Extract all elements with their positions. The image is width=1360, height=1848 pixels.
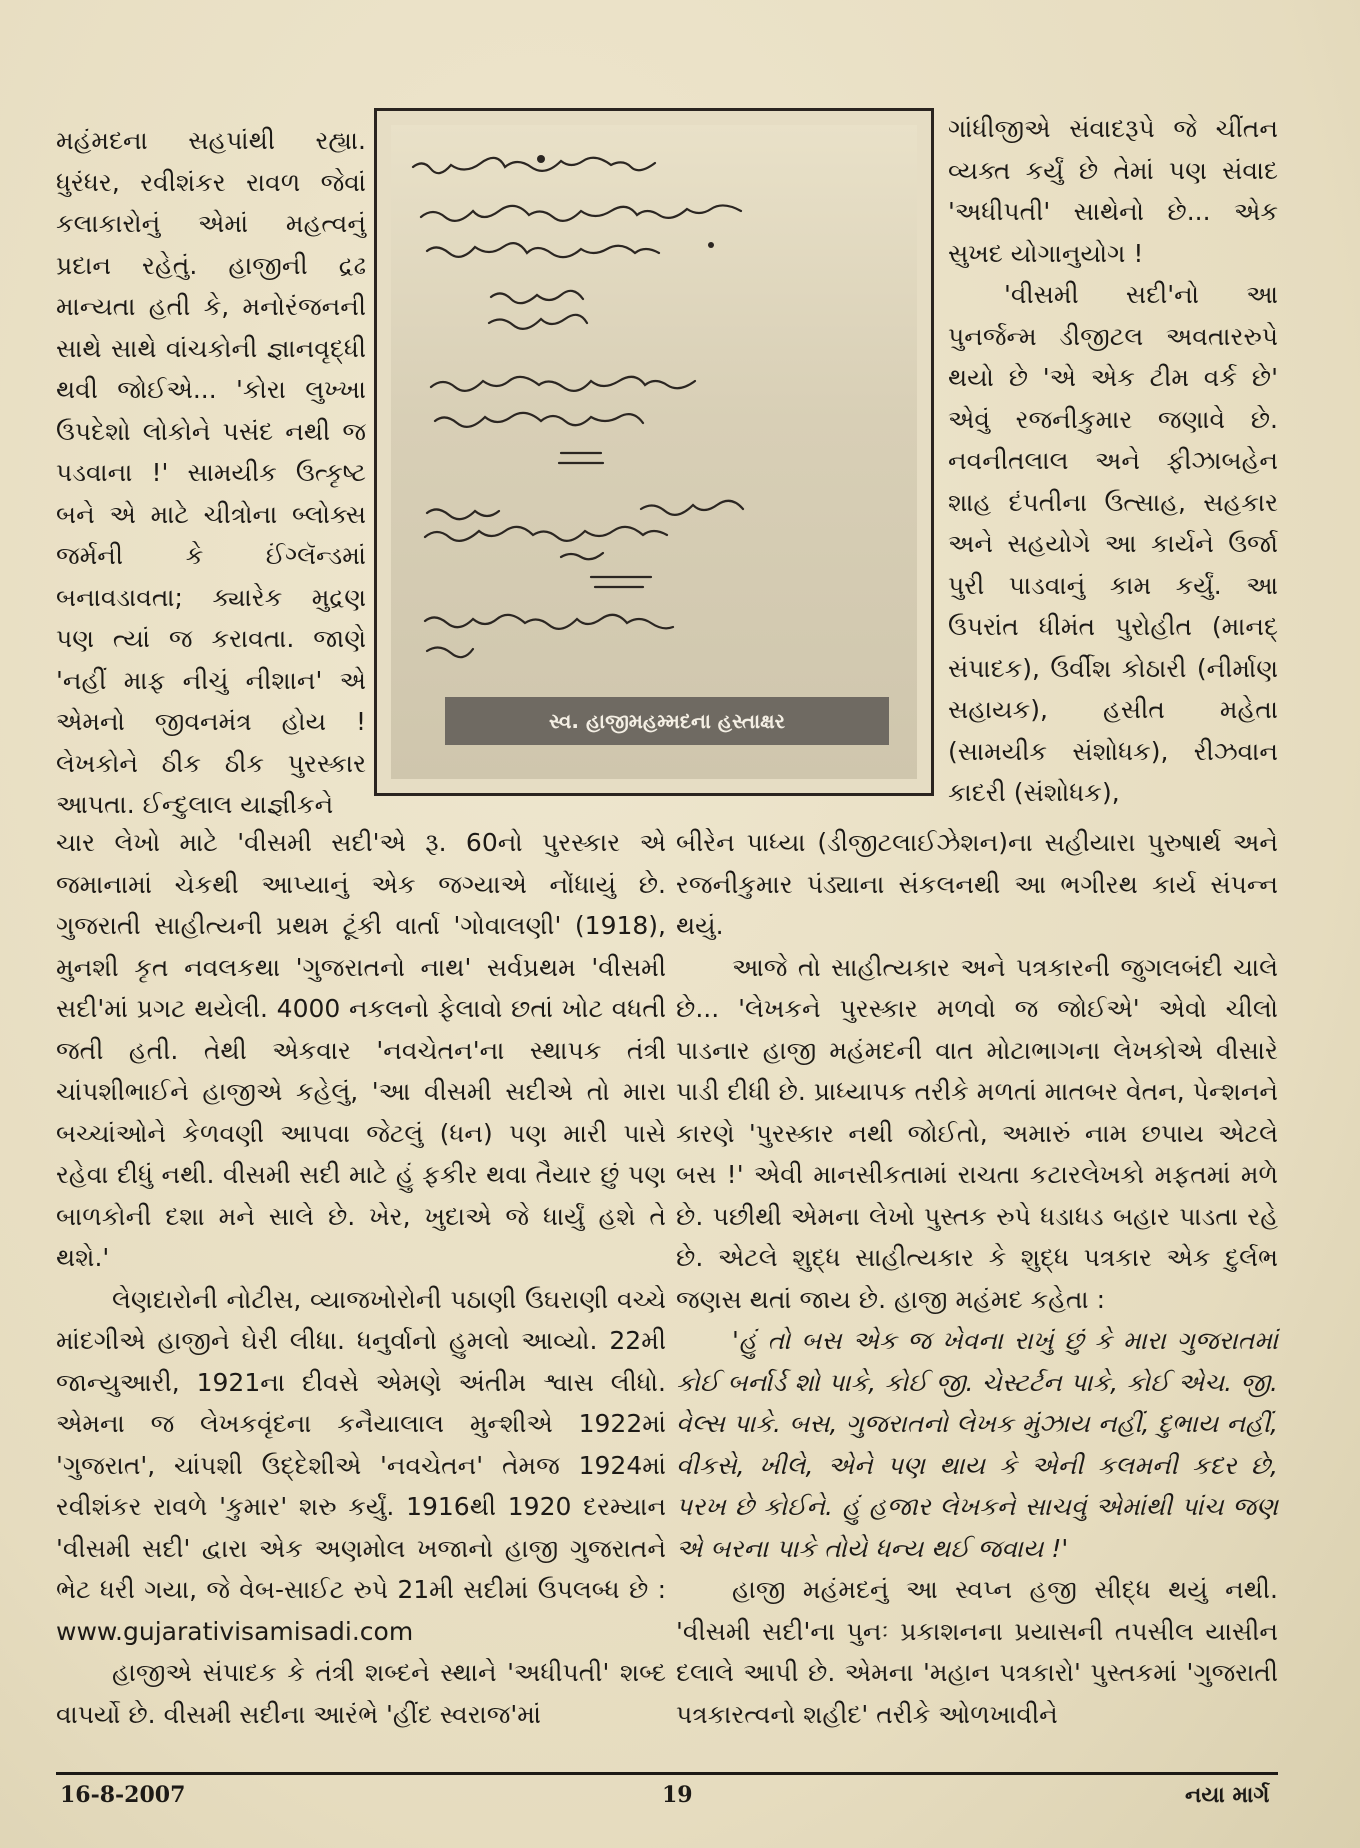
figure-caption: સ્વ. હાજીમહમ્મદના હસ્તાક્ષર <box>445 697 889 745</box>
signature-figure <box>374 108 934 796</box>
paragraph: લેણદારોની નોટીસ, વ્યાજખોરોની પઠાણી ઉઘરાણી વચ્ચે માંદગીએ હાજીને ઘેરી લીધા. ધનુર્વાનો હુમલો આવ્યો. 22મી જાન્યુઆરી, 1921ના દીવસે એમણે અંતીમ શ્વાસ લીધો. એમના જ લેખકવૃંદના કનૈયાલાલ મુન્શીએ 1922માં 'ગુજરાત', ચાંપશી ઉદ્દેશીએ 'નવચેતન' તેમજ 1924માં રવીશંકર રાવળે 'કુમાર' શરુ કર્યું. 1916થી 1920 દરમ્યાન 'વીસમી સદી' દ્વારા એક અણમોલ ખજાનો હાજી ગુજરાતને ભેટ ધરી ગયા, જે વેબ-સાઈટ રુપે 21મી સદીમાં ઉપલબ્ધ છે : www.gujarativisamisadi.com <box>56 1284 666 1646</box>
paragraph: 'વીસમી સદી'નો આ પુનર્જન્મ ડીજીટલ અવતારરુપે થયો છે 'એ એક ટીમ વર્ક છે' એવું રજનીકુમાર જણાવે છે. નવનીતલાલ અને ફીઝાબહેન શાહ દંપતીના ઉત્સાહ, સહકાર અને સહયોગે આ કાર્યને ઉર્જા પુરી પાડવાનું કામ કર્યું. આ ઉપરાંત ધીમંત પુરોહીત (માનદ્ સંપાદક), ઉર્વીશ કોઠારી (નીર્માણ સહાયક), હસીત મહેતા (સામયીક સંશોધક), રીઝવાન કાદરી (સંશોધક), <box>948 280 1278 807</box>
column-left-bottom <box>56 822 666 1735</box>
paragraph: ગાંધીજીએ સંવાદરૂપે જે ચીંતન વ્યક્ત કર્યું છે તેમાં પણ સંવાદ 'અધીપતી' સાથેનો છે... એક સુખદ યોગાનુયોગ ! <box>948 114 1278 268</box>
paragraph: હાજી મહંમદનું આ સ્વપ્ન હજી સીદ્ધ થયું નથી. 'વીસમી સદી'ના પુનઃ પ્રકાશનના પ્રયાસની તપસીલ યાસીન દલાલે આપી છે. એમના 'મહાન પત્રકારો' પુસ્તકમાં 'ગુજરાતી પત્રકારત્વનો શહીદ' તરીકે ઓળખાવીને <box>676 1575 1278 1729</box>
page-number: 19 <box>662 1782 693 1808</box>
handwritten-signature-graphic <box>391 125 917 779</box>
handwriting-image <box>391 125 917 779</box>
paragraph: આજે તો સાહીત્યકાર અને પત્રકારની જુગલબંદી ચાલે છે... 'લેખકને પુરસ્કાર મળવો જ જોઈએ' એવો ચીલો પાડનાર હાજી મહંમદની વાત મોટાભાગના લેખકોએ વીસારે પાડી દીધી છે. પ્રાધ્યાપક તરીકે મળતાં માતબર વેતન, પેન્શનને કારણે 'પુરસ્કાર નથી જોઈતો, અમારું નામ છપાય એટલે બસ !' એવી માનસીકતામાં રાચતા કટારલેખકો મફતમાં મળે છે. પછીથી એમના લેખો પુસ્તક રુપે ધડાધડ બહાર પાડતા રહે છે. એટલે શુદ્ધ સાહીત્યકાર કે શુદ્ધ પત્રકાર એક દુર્લભ જણસ થતાં જાય છે. હાજી મહંમદ કહેતા : <box>676 952 1278 1314</box>
paragraph: હાજીએ સંપાદક કે તંત્રી શબ્દને સ્થાને 'અધીપતી' શબ્દ વાપર્યો છે. વીસમી સદીના આરંભે 'હીંદ સ્વરાજ'માં <box>56 1658 666 1729</box>
paragraph: ચાર લેખો માટે 'વીસમી સદી'એ રૂ. 60નો પુરસ્કાર એ જમાનામાં ચેકથી આપ્યાનું એક જગ્યાએ નોંધાયું છે. ગુજરાતી સાહીત્યની પ્રથમ ટૂંકી વાર્તા 'ગોવાલણી' (1918), મુનશી કૃત નવલકથા 'ગુજરાતનો નાથ' સર્વપ્રથમ 'વીસમી સદી'માં પ્રગટ થયેલી. 4000 નકલનો ફેલાવો છતાં ખોટ વધતી જતી હતી. તેથી એકવાર 'નવચેતન'ના સ્થાપક તંત્રી ચાંપશીભાઈને હાજીએ કહેલું, 'આ વીસમી સદીએ તો મારા બચ્ચાંઓને કેળવણી આપવા જેટલું (ધન) પણ મારી પાસે રહેવા દીધું નથી. વીસમી સદી માટે હું ફકીર થવા તૈયાર છું પણ બાળકોની દશા મને સાલે છે. ખેર, ખુદાએ જે ધાર્યું હશે તે થશે.' <box>56 828 666 1272</box>
footer-date: 16-8-2007 <box>60 1782 186 1808</box>
publication-name: નયા માર્ગ <box>1185 1782 1270 1808</box>
quotation: 'હું તો બસ એક જ ખેવના રાખું છું કે મારા ગુજરાતમાં કોઈ બર્નાર્ડ શો પાકે, કોઈ જી. ચેસ્ટર્ટન પાકે, કોઈ એચ. જી. વેલ્સ પાકે. બસ, ગુજરાતનો લેખક મુંઝાય નહીં, દુભાય નહીં, વીકસે, ખીલે, એને પણ થાય કે એની કલમની કદર છે, પરખ છે કોઈને. હું હજાર લેખકને સાચવું એમાંથી પાંચ જણ એ બરના પાકે તોયે ધન્ય થઈ જવાય !' <box>676 1326 1278 1563</box>
paragraph: બીરેન પાધ્યા (ડીજીટલાઈઝેશન)ના સહીયારા પુરુષાર્થ અને રજનીકુમાર પંડ્યાના સંકલનથી આ ભગીરથ કાર્ય સંપન્ન થયું. <box>676 828 1278 940</box>
column-right-top <box>948 108 1278 814</box>
column-right-bottom <box>676 822 1278 1735</box>
paragraph: મહંમદના સહપાંથી રહ્યા. ધુરંધર, રવીશંકર રાવળ જેવાં કલાકારોનું એમાં મહત્વનું પ્રદાન રહેતું. હાજીની દ્રઢ માન્યતા હતી કે, મનોરંજનની સાથે સાથે વાંચકોની જ્ઞાનવૃદ્ધી થવી જોઈએ... 'કોરા લુખ્ખા ઉપદેશો લોકોને પસંદ નથી જ પડવાના !' સામયીક ઉત્કૃષ્ટ બને એ માટે ચીત્રોના બ્લોક્સ જર્મની કે ઈંગ્લૅન્ડમાં બનાવડાવતા; ક્યારેક મુદ્રણ પણ ત્યાં જ કરાવતા. જાણે 'નહીં માફ નીચું નીશાન' એ એમનો જીવનમંત્ર હોય ! લેખકોને ઠીક ઠીક પુરસ્કાર આપતા. ઈન્દુલાલ યાજ્ઞીકને <box>56 126 366 819</box>
column-left-top <box>56 120 366 826</box>
footer-divider <box>56 1772 1278 1775</box>
